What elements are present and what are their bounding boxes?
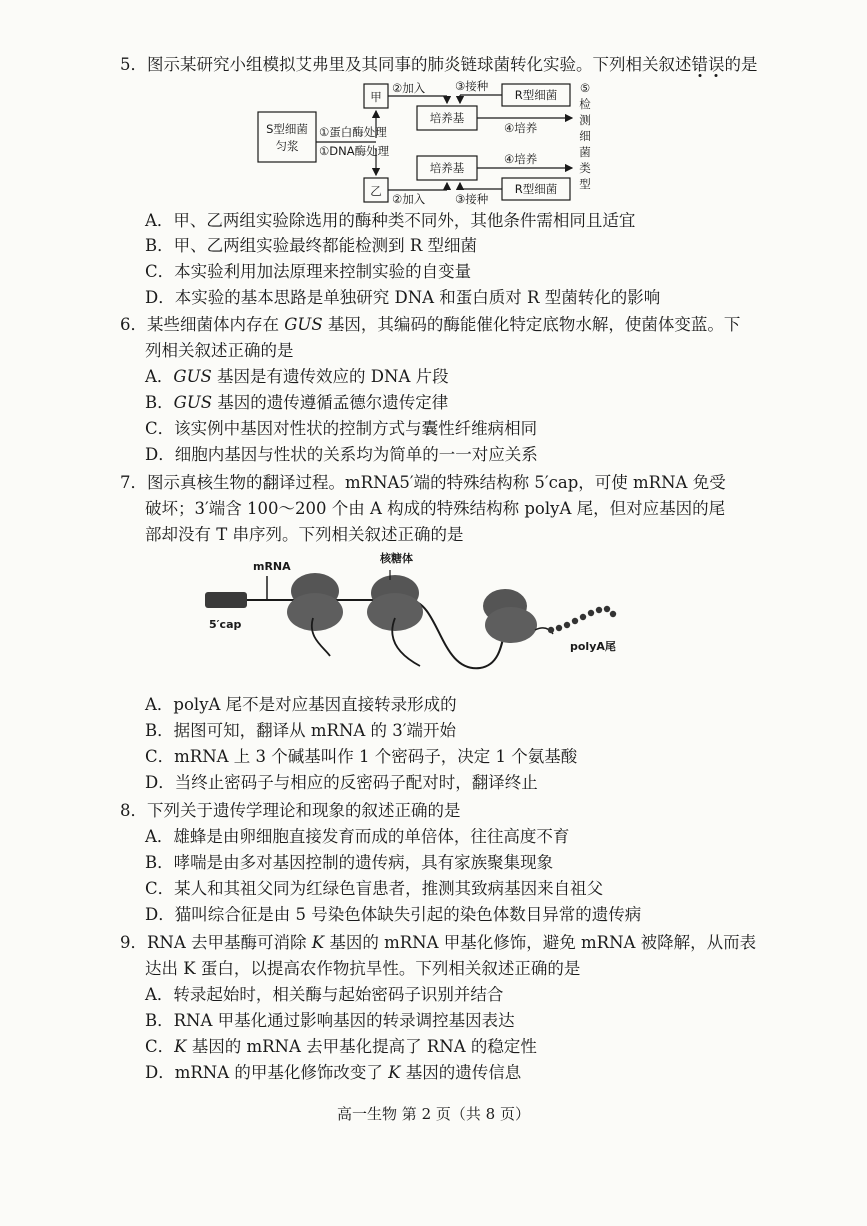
detect-char-1: 检: [579, 97, 591, 111]
q5-option-b: B．甲、乙两组实验最终都能检测到 R 型细菌: [145, 236, 478, 255]
ribosome-1: [287, 573, 343, 656]
q8-option-c: C．某人和其祖父同为红绿色盲患者，推测其致病基因来自祖父: [145, 879, 604, 898]
detect-char-5: 类: [579, 161, 591, 175]
s-homogenate-box: [258, 112, 316, 162]
q9-stem-line1: 9．RNA 去甲基酶可消除 K 基因的 mRNA 甲基化修饰，避免 mRNA 被降解，从而表: [120, 933, 757, 952]
s-label-1: S型细菌: [266, 122, 308, 136]
page-footer: 高一生物 第 2 页（共 8 页）: [337, 1105, 530, 1123]
q6-stem-line2: 列相关叙述正确的是: [145, 341, 294, 360]
q9-option-b: B．RNA 甲基化通过影响基因的转录调控基因表达: [145, 1011, 515, 1030]
polya-label: polyA尾: [570, 640, 616, 653]
ribosome-label: 核糖体: [380, 552, 413, 565]
detect-char-2: 测: [579, 113, 591, 127]
q7-option-d: D．当终止密码子与相应的反密码子配对时，翻译终止: [145, 773, 538, 792]
culture-bottom-label: ④培养: [504, 152, 538, 166]
q8-option-a: A．雄蜂是由卵细胞直接发育而成的单倍体，往往高度不育: [145, 827, 570, 846]
treat-dnase: ①DNA酶处理: [319, 144, 390, 158]
polya-chain: [548, 606, 616, 633]
q9-option-a: A．转录起始时，相关酶与起始密码子识别并结合: [145, 985, 504, 1004]
medium-top-label: 培养基: [429, 111, 465, 125]
s-label-2: 匀浆: [275, 139, 299, 153]
q5-option-d: D．本实验的基本思路是单独研究 DNA 和蛋白质对 R 型菌转化的影响: [145, 288, 661, 307]
q6-option-d: D．细胞内基因与性状的关系均为简单的一一对应关系: [145, 445, 538, 464]
culture-top-label: ④培养: [504, 121, 538, 135]
q7-option-b: B．据图可知，翻译从 mRNA 的 3′端开始: [145, 721, 457, 740]
q7-translation-diagram: [195, 548, 635, 688]
treat-protease: ①蛋白酶处理: [319, 125, 387, 139]
cap-block: [205, 592, 247, 608]
q8-option-b: B．哮喘是由多对基因控制的遗传病，具有家族聚集现象: [145, 853, 554, 872]
q7-stem-line3: 部却没有 T 串序列。下列相关叙述正确的是: [145, 525, 464, 544]
mrna-label: mRNA: [253, 560, 291, 573]
q9-stem-line2: 达出 K 蛋白，以提高农作物抗旱性。下列相关叙述正确的是: [145, 959, 581, 978]
detect-char-3: 细: [579, 129, 591, 143]
detect-char-0: ⑤: [579, 81, 591, 95]
q5-experiment-diagram: [250, 78, 620, 210]
q5-stem: 5．图示某研究小组模拟艾弗里及其同事的肺炎链球菌转化实验。下列相关叙述错误的是: [120, 55, 758, 74]
ribosome-2: [367, 570, 423, 666]
detect-char-4: 菌: [579, 145, 591, 159]
q7-option-c: C．mRNA 上 3 个碱基叫作 1 个密码子，决定 1 个氨基酸: [145, 747, 578, 766]
detect-char-6: 型: [579, 177, 591, 191]
jia-label: 甲: [370, 90, 382, 104]
q7-option-a: A．polyA 尾不是对应基因直接转录形成的: [145, 695, 457, 714]
yi-label: 乙: [370, 184, 382, 198]
q8-option-d: D．猫叫综合征是由 5 号染色体缺失引起的染色体数目异常的遗传病: [145, 905, 642, 924]
inoc-bottom-label: ③接种: [455, 192, 489, 206]
r-top-label: R型细菌: [514, 88, 558, 102]
q5-option-a: A．甲、乙两组实验除选用的酶种类不同外，其他条件需相同且适宜: [145, 211, 636, 230]
q6-option-a: A．GUS 基因是有遗传效应的 DNA 片段: [145, 367, 449, 386]
ribosome-3: [483, 589, 553, 643]
add-bottom-label: ②加入: [392, 192, 426, 206]
inoc-top-label: ③接种: [455, 79, 489, 93]
q8-stem: 8．下列关于遗传学理论和现象的叙述正确的是: [120, 801, 461, 820]
q9-option-c: C．K 基因的 mRNA 去甲基化提高了 RNA 的稳定性: [145, 1037, 537, 1056]
medium-bottom-label: 培养基: [429, 161, 465, 175]
q6-option-c: C．该实例中基因对性状的控制方式与囊性纤维病相同: [145, 419, 538, 438]
q7-stem-line1: 7．图示真核生物的翻译过程。mRNA5′端的特殊结构称 5′cap，可使 mRNA 免受: [120, 473, 726, 492]
cap-label: 5′cap: [209, 618, 242, 631]
q9-option-d: D．mRNA 的甲基化修饰改变了 K 基因的遗传信息: [145, 1063, 522, 1082]
q6-option-b: B．GUS 基因的遗传遵循孟德尔遗传定律: [145, 393, 449, 412]
add-top-label: ②加入: [392, 81, 426, 95]
q6-stem-line1: 6．某些细菌体内存在 GUS 基因，其编码的酶能催化特定底物水解，使菌体变蓝。下: [120, 315, 741, 334]
q5-option-c: C．本实验利用加法原理来控制实验的自变量: [145, 262, 472, 281]
r-bottom-label: R型细菌: [514, 182, 558, 196]
q7-stem-line2: 破坏；3′端含 100～200 个由 A 构成的特殊结构称 polyA 尾，但对应基因的尾: [145, 499, 726, 518]
